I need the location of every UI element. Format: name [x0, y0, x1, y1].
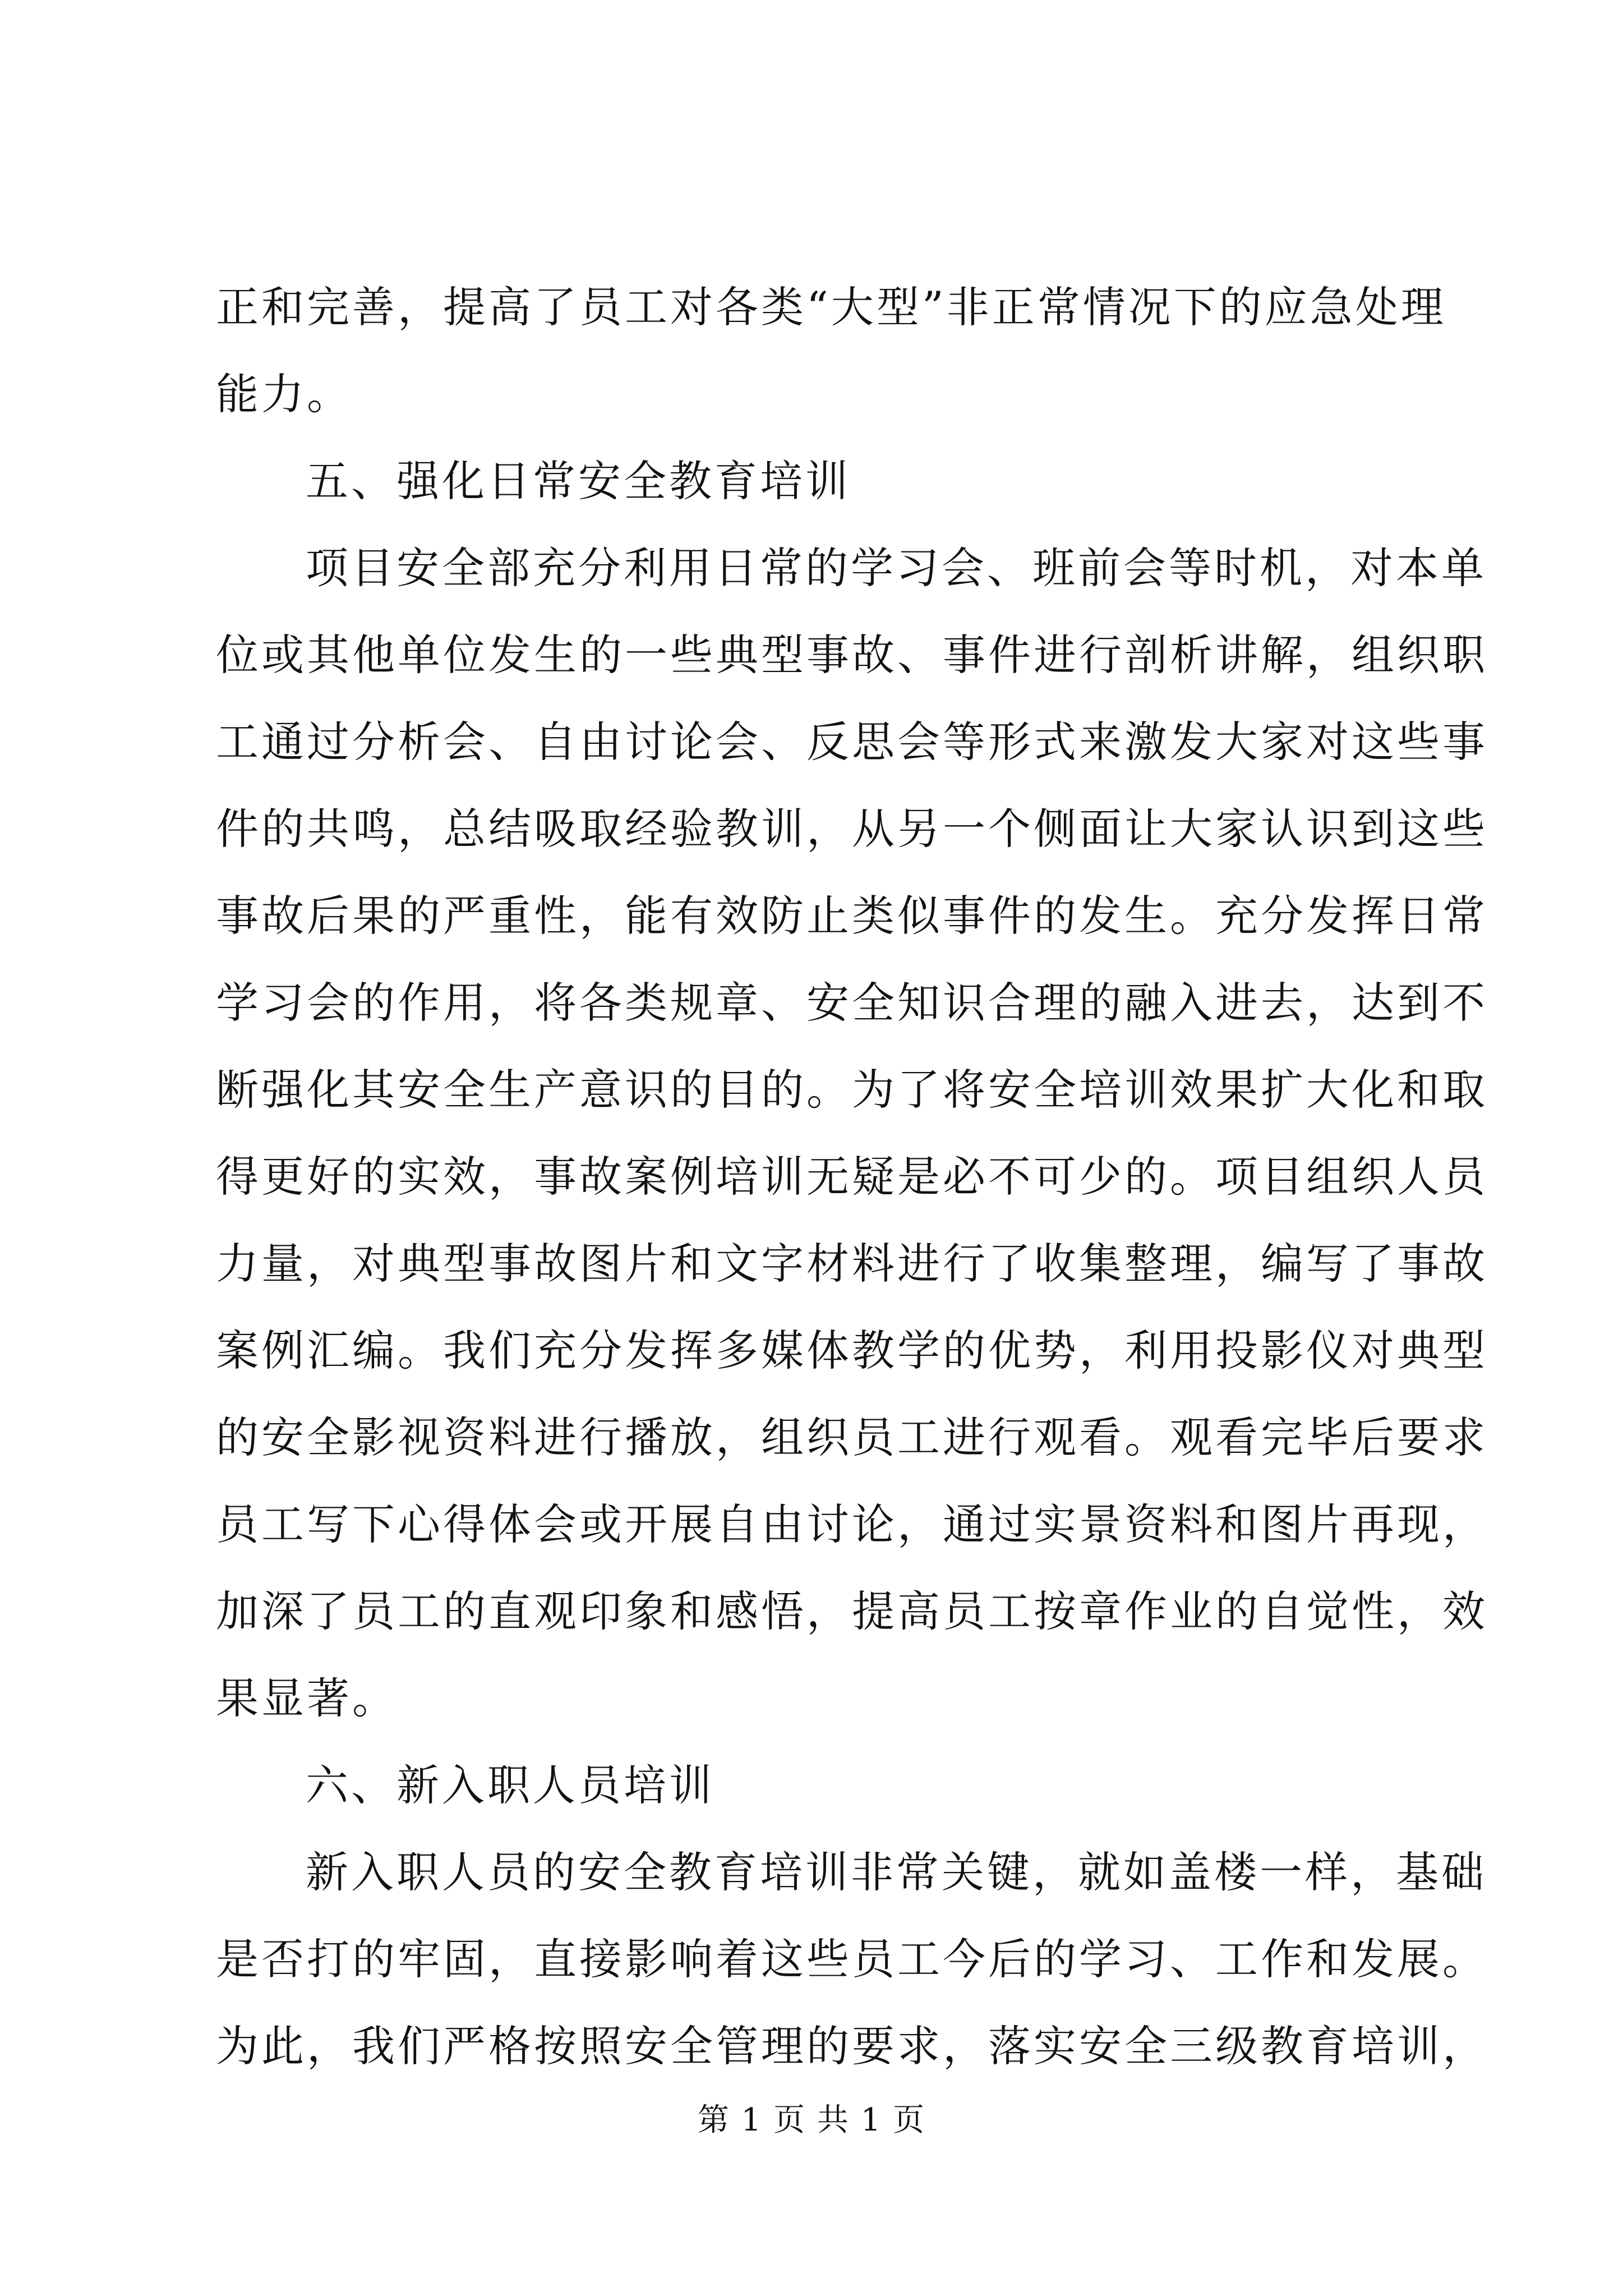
paragraph-line: 新入职人员的安全教育培训非常关键，就如盖楼一样，基础 — [306, 1847, 1487, 1897]
paragraph-line: 为此，我们严格按照安全管理的要求，落实安全三级教育培训， — [216, 2021, 1488, 2071]
paragraph-line: 学习会的作用，将各类规章、安全知识合理的融入进去，达到不 — [216, 978, 1488, 1028]
paragraph-line: 是否打的牢固，直接影响着这些员工今后的学习、工作和发展。 — [216, 1934, 1488, 1984]
page-number-footer: 第 1 页 共 1 页 — [697, 2102, 926, 2138]
section-heading: 六、新入职人员培训 — [306, 1760, 714, 1810]
paragraph-line: 件的共鸣，总结吸取经验教训，从另一个侧面让大家认识到这些 — [216, 804, 1488, 854]
paragraph-line: 断强化其安全生产意识的目的。为了将安全培训效果扩大化和取 — [216, 1065, 1488, 1115]
document-body — [216, 264, 1488, 2090]
paragraph-line: 案例汇编。我们充分发挥多媒体教学的优势，利用投影仪对典型 — [216, 1326, 1488, 1375]
paragraph-line: 力量，对典型事故图片和文字材料进行了收集整理，编写了事故 — [216, 1239, 1488, 1289]
paragraph-line: 得更好的实效，事故案例培训无疑是必不可少的。项目组织人员 — [216, 1152, 1488, 1202]
paragraph-line: 事故后果的严重性，能有效防止类似事件的发生。充分发挥日常 — [216, 891, 1488, 941]
paragraph-line: 果显著。 — [216, 1673, 398, 1723]
paragraph-line: 工通过分析会、自由讨论会、反思会等形式来激发大家对这些事 — [216, 717, 1488, 767]
section-heading: 五、强化日常安全教育培训 — [306, 456, 851, 506]
paragraph-line: 位或其他单位发生的一些典型事故、事件进行剖析讲解，组织职 — [216, 630, 1488, 680]
paragraph-line: 项目安全部充分利用日常的学习会、班前会等时机，对本单 — [306, 543, 1487, 593]
paragraph-line: 加深了员工的直观印象和感悟，提高员工按章作业的自觉性，效 — [216, 1586, 1488, 1636]
paragraph-line: 正和完善，提高了员工对各类“大型”非正常情况下的应急处理 — [216, 282, 1446, 332]
paragraph-line: 员工写下心得体会或开展自由讨论，通过实景资料和图片再现， — [216, 1499, 1488, 1549]
paragraph-line: 能力。 — [216, 369, 352, 419]
paragraph-line: 的安全影视资料进行播放，组织员工进行观看。观看完毕后要求 — [216, 1412, 1488, 1462]
